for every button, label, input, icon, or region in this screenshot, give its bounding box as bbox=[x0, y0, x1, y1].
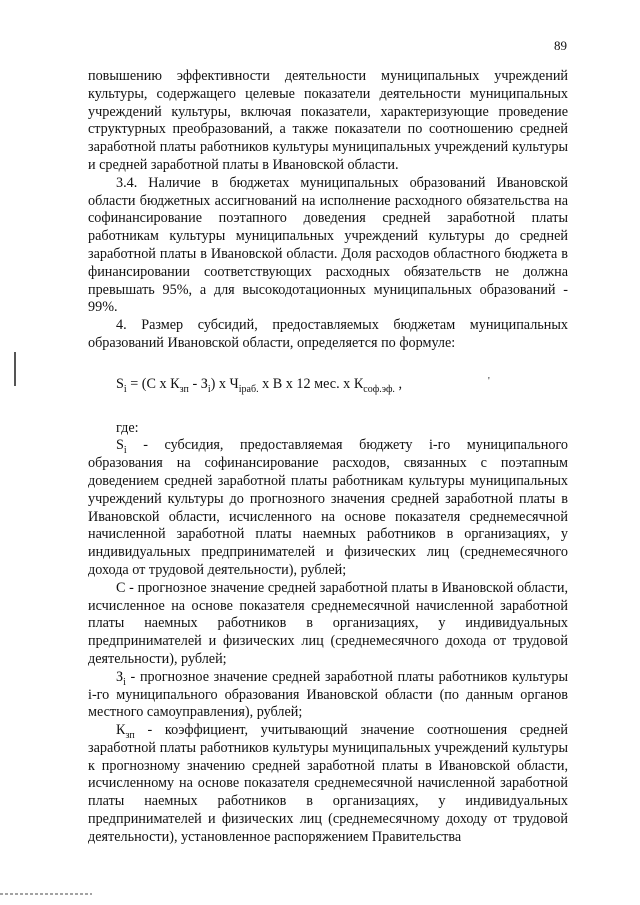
margin-mark bbox=[14, 352, 16, 386]
stray-mark: ' bbox=[488, 375, 490, 387]
formula-part: х В х 12 мес. х К bbox=[258, 375, 364, 392]
formula-z-sub: i bbox=[207, 383, 211, 395]
definition-c: С - прогнозное значение средней заработной платы в Ивановской области, исчисленное на основе показателя среднемесячной начисленной заработной платы наемных работников в организациях, у индивидуальных предпринимателей и физических лиц (среднемесячного дохода от трудовой деятельности), рублей; bbox=[88, 579, 568, 667]
formula-k-sub: соф.эф. bbox=[363, 383, 395, 395]
definition-kzp bbox=[88, 722, 568, 847]
definition-zi bbox=[88, 669, 568, 722]
paragraph-3-4: 3.4. Наличие в бюджетах муниципальных образований Ивановской области бюджетных ассигнований на исполнение расходного обязательства на софинансирование поэтапного доведения средней заработной платы работникам культуры муниципальных учреждений культуры до средней заработной платы в Ивановской области. Доля расходов областного бюджета в финансировании соответствующих расходных обязательств не должна превышать 95%, а для высокодотационных муниципальных образований - 99%. bbox=[88, 174, 568, 316]
formula-end: , bbox=[394, 375, 403, 392]
scan-artifact bbox=[0, 893, 92, 895]
where-label: где: bbox=[116, 419, 139, 436]
formula-ch-sub: iраб. bbox=[238, 383, 259, 395]
subsidy-formula bbox=[116, 373, 568, 394]
formula-s: S bbox=[116, 375, 124, 392]
symbol-k: К bbox=[116, 722, 126, 739]
formula-kzp-sub: зп bbox=[179, 383, 189, 395]
formula-part: ) х Ч bbox=[210, 375, 239, 392]
formula-part: - З bbox=[188, 375, 208, 392]
symbol-k-sub: зп bbox=[125, 729, 135, 741]
document-body bbox=[88, 68, 568, 847]
definition-kzp-text: - коэффициент, учитывающий значение соотношения средней заработной платы работников культуры муниципальных учреждений культуры к прогнозному значению средней заработной платы в Ивановской области, исчисленному на основе показателя среднемесячной начисленной заработной платы наемных работников в организациях, у индивидуальных предпринимателей и физических лиц (среднемесячному доходу от трудовой деятельности), установленное распоряжением Правительства bbox=[88, 722, 568, 845]
definition-si-text: - субсидия, предоставляемая бюджету i-го муниципального образования на софинансирование расходов, связанных с поэтапным доведением средней заработной платы работникам культуры муниципальных учреждений культуры до прогнозного значения средней заработной платы в Ивановской области, исчисленного на основе показателя среднемесячной начисленной заработной платы наемных работников в организациях, у индивидуальных предпринимателей и физических лиц (среднемесячного дохода от трудовой деятельности), рублей; bbox=[88, 437, 568, 578]
symbol-z: З bbox=[116, 668, 124, 685]
definition-si bbox=[88, 437, 568, 579]
symbol-s: S bbox=[116, 437, 124, 454]
formula-part: = (С х К bbox=[126, 375, 180, 392]
formula-s-sub: i bbox=[123, 383, 127, 395]
symbol-s-sub: i bbox=[123, 445, 127, 457]
definition-zi-text: - прогнозное значение средней заработной платы работников культуры i-го муниципального образования Ивановской области (по данным органов местного самоуправления), рублей; bbox=[88, 668, 568, 721]
symbol-z-sub: i bbox=[123, 676, 126, 688]
paragraph-4: 4. Размер субсидий, предоставляемых бюджетам муниципальных образований Ивановской области, определяется по формуле: bbox=[88, 317, 568, 351]
page-number: 89 bbox=[554, 38, 567, 53]
paragraph-intro: повышению эффективности деятельности муниципальных учреждений культуры, содержащего целевые показатели деятельности муниципальных учреждений культуры, включая показатели, характеризующие проведение структурных преобразований, а также показатели по соотношению средней заработной платы работников культуры муниципальных учреждений культуры и средней заработной платы в Ивановской области. bbox=[88, 68, 568, 173]
